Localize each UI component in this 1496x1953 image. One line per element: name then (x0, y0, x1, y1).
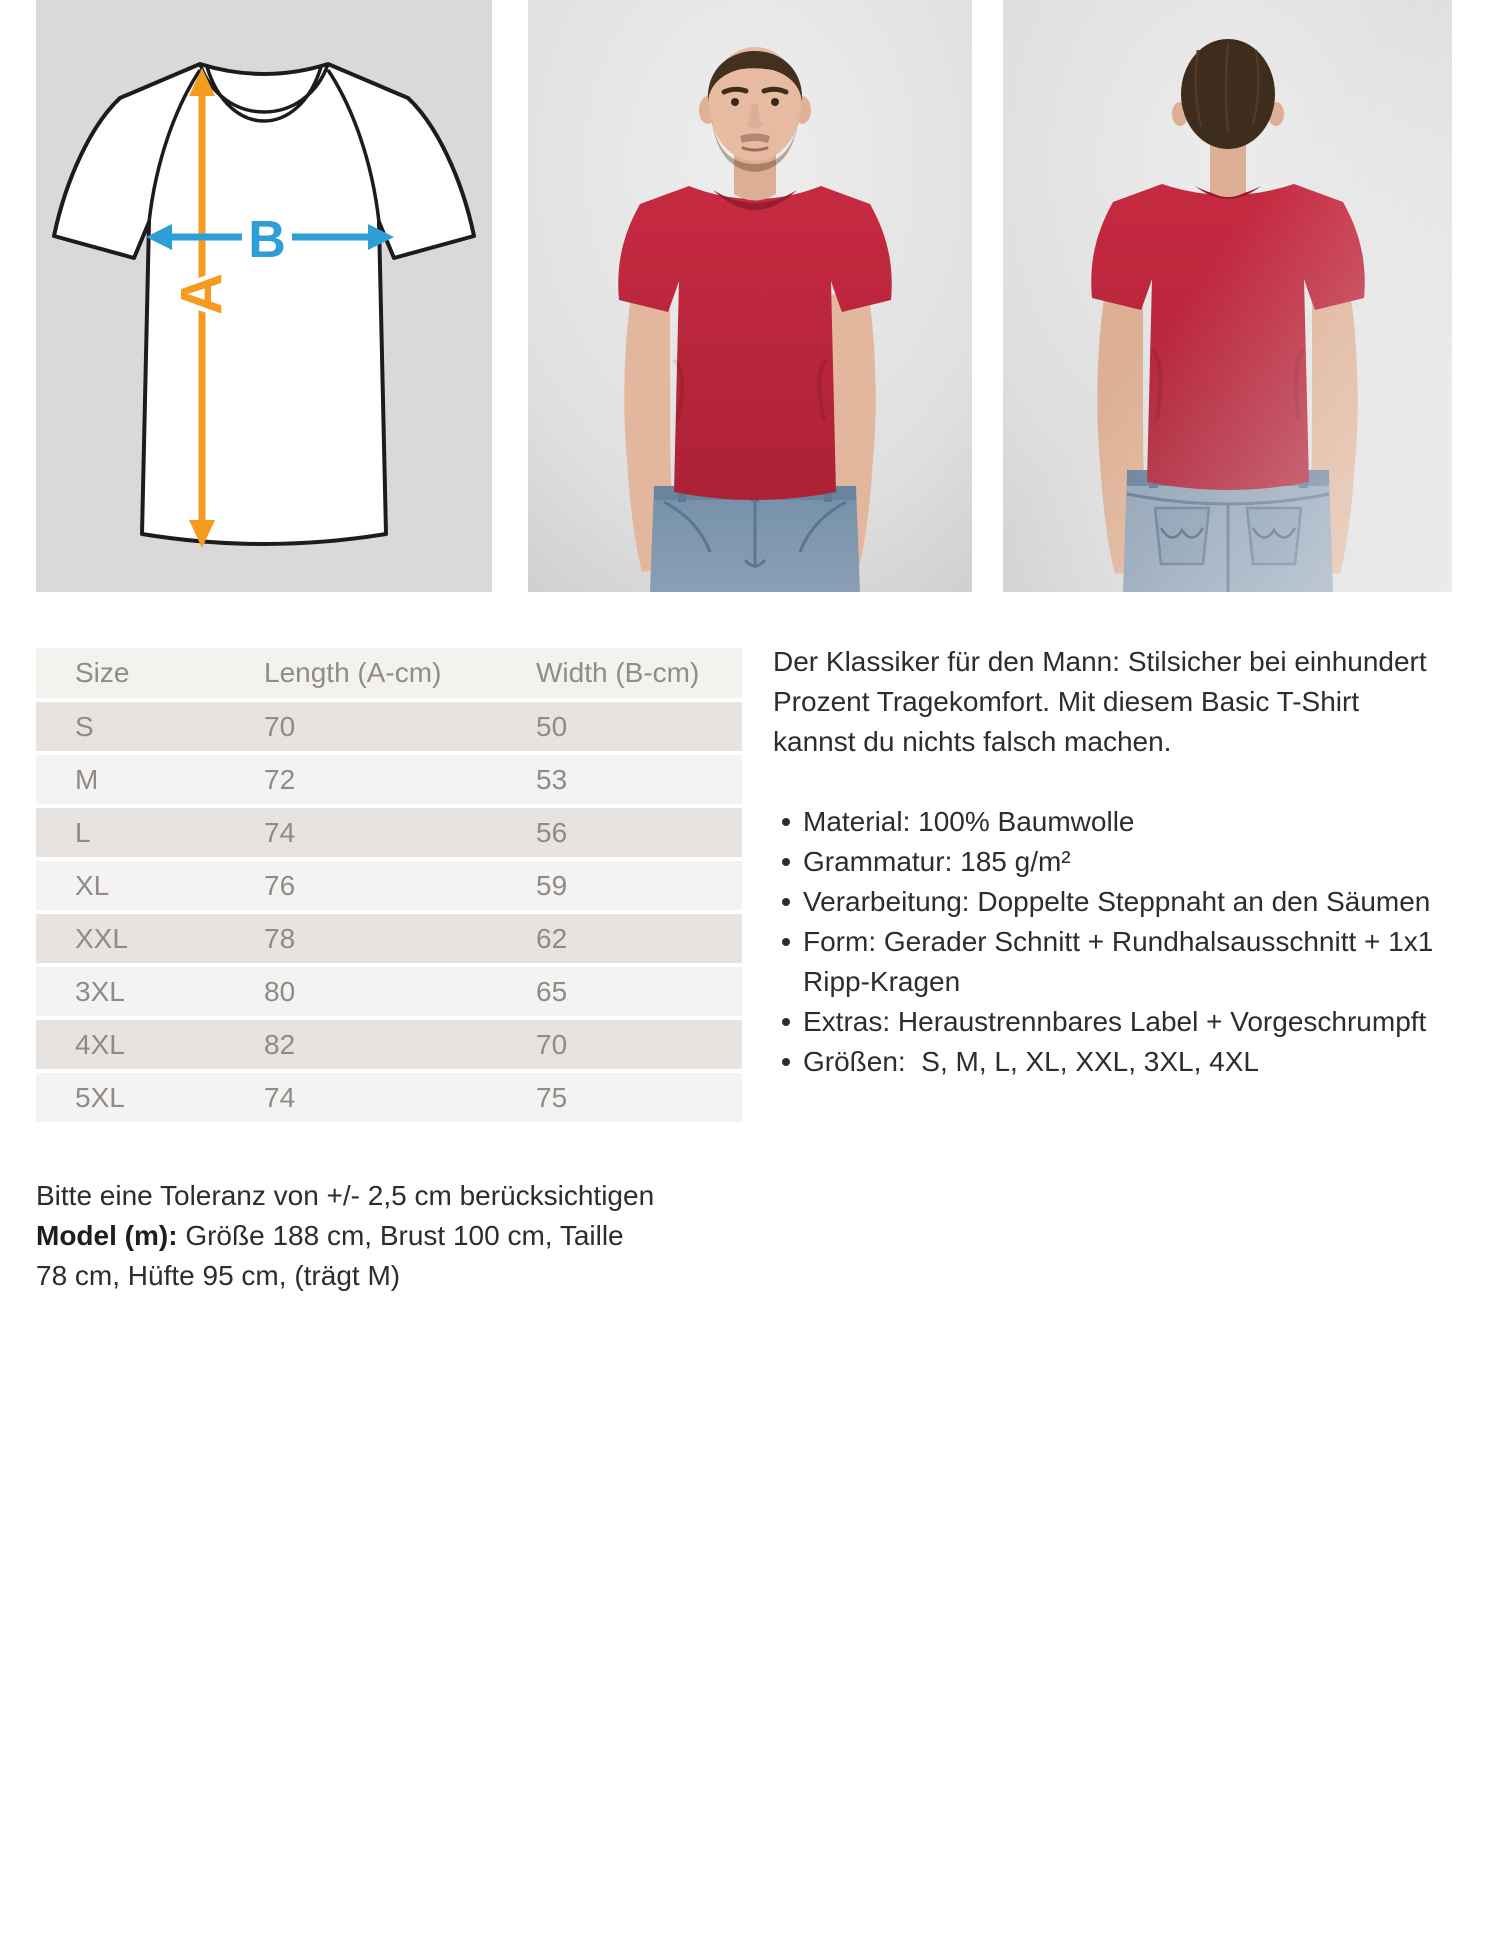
model-info (36, 1216, 760, 1296)
model-front-illustration (528, 0, 972, 592)
label-b: B (248, 211, 286, 269)
model-back-photo (1003, 0, 1452, 592)
cell-size: XXL (75, 922, 128, 954)
column-header-width: Width (B-cm) (536, 657, 700, 688)
cell-length: 80 (264, 975, 296, 1007)
product-description-intro: Der Klassiker für den Mann: Stilsicher bei einhundert Prozent Tragekomfort. Mit diesem Basic T-Shirt kannst du nichts falsch machen. (773, 646, 1427, 757)
cell-length: 76 (264, 869, 296, 901)
tolerance-note: Bitte eine Toleranz von +/- 2,5 cm berücksichtigen (36, 1180, 655, 1211)
model-front-photo (528, 0, 972, 592)
table-row-5xl (36, 1073, 742, 1122)
model-jeans (650, 486, 860, 592)
cell-width: 53 (536, 763, 568, 795)
cell-length: 72 (264, 763, 296, 795)
cell-size: 3XL (75, 975, 125, 1007)
cell-width: 70 (536, 1028, 568, 1060)
cell-size: L (75, 816, 91, 848)
table-row-l (36, 808, 742, 857)
model-info-line2: 78 cm, Hüfte 95 cm, (trägt M) (36, 1260, 401, 1291)
size-diagram-image (36, 0, 492, 592)
cell-length: 82 (264, 1028, 296, 1060)
measurement-notes (36, 1176, 760, 1296)
cell-width: 65 (536, 975, 568, 1007)
model-info-label: Model (m): (36, 1220, 178, 1251)
table-row-3xl (36, 967, 742, 1016)
product-description-block (773, 642, 1442, 1082)
cell-width: 59 (536, 869, 568, 901)
model-back-illustration (1003, 0, 1452, 592)
table-row-m (36, 755, 742, 804)
cell-width: 56 (536, 816, 568, 848)
cell-length: 74 (264, 1081, 296, 1113)
cell-length: 70 (264, 710, 296, 742)
cell-size: XL (75, 869, 110, 901)
feature-material: Material: 100% Baumwolle (773, 802, 1437, 842)
label-a: A (169, 273, 235, 315)
column-header-length: Length (A-cm) (264, 657, 442, 688)
feature-verarbeitung: Verarbeitung: Doppelte Steppnaht an den Säumen (773, 882, 1437, 922)
cell-size: 4XL (75, 1028, 125, 1060)
model-info-line1: Größe 188 cm, Brust 100 cm, Taille (185, 1220, 624, 1251)
feature-extras: Extras: Heraustrennbares Label + Vorgeschrumpft (773, 1002, 1437, 1042)
product-features-list (773, 802, 1442, 1082)
table-row-xl (36, 861, 742, 910)
column-header-size: Size (75, 657, 130, 688)
cell-length: 74 (264, 816, 296, 848)
size-chart-table (36, 648, 742, 1126)
size-table-header-row (36, 648, 742, 698)
tshirt-measurement-diagram (36, 0, 492, 592)
cell-width: 75 (536, 1081, 568, 1113)
cell-size: S (75, 710, 94, 742)
table-row-4xl (36, 1020, 742, 1069)
feature-grammatur: Grammatur: 185 g/m² (773, 842, 1437, 882)
table-row-xxl (36, 914, 742, 963)
feature-form: Form: Gerader Schnitt + Rundhalsausschnitt + 1x1 Ripp-Kragen (773, 922, 1437, 1002)
table-row-s (36, 702, 742, 751)
feature-groessen: Größen: S, M, L, XL, XXL, 3XL, 4XL (773, 1042, 1437, 1082)
cell-width: 50 (536, 710, 568, 742)
cell-length: 78 (264, 922, 296, 954)
cell-size: M (75, 763, 99, 795)
cell-width: 62 (536, 922, 568, 954)
cell-size: 5XL (75, 1081, 125, 1113)
